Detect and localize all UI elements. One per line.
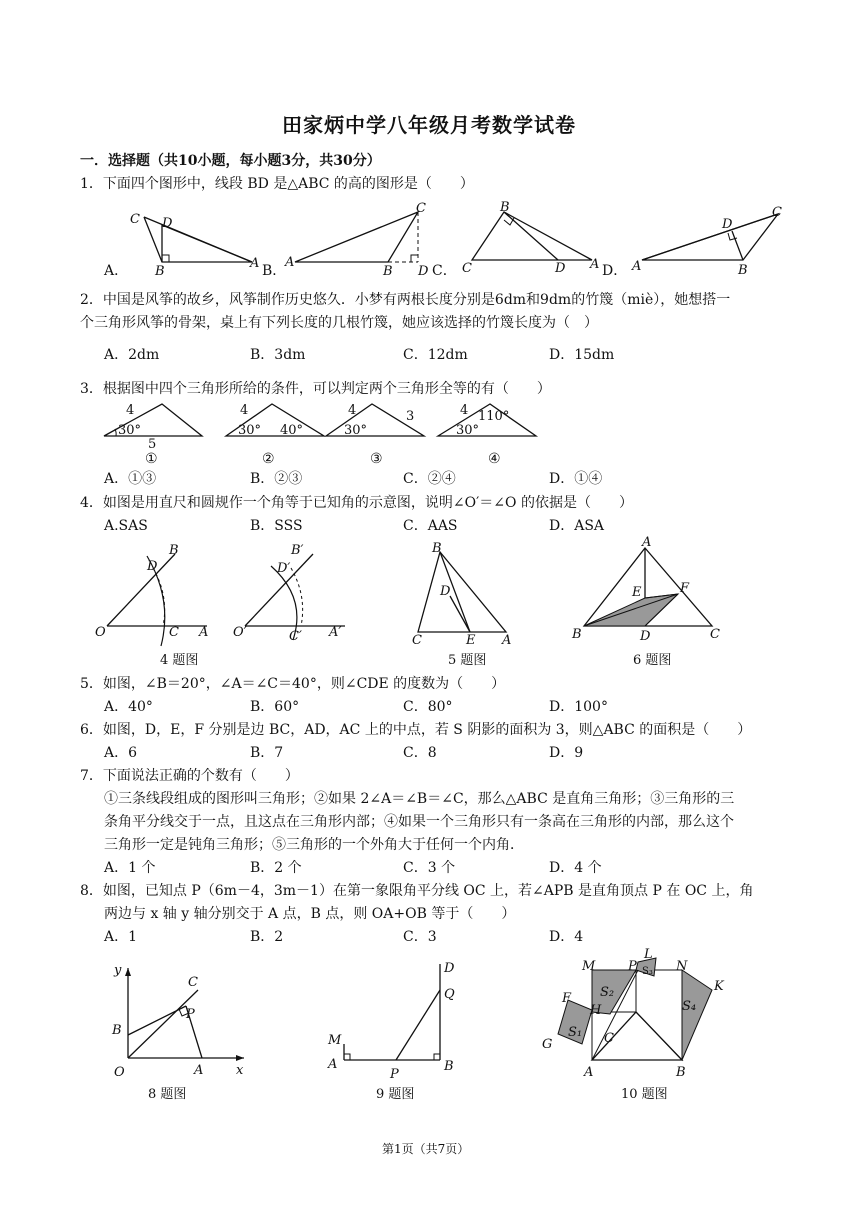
svg-text:4: 4 [460, 403, 469, 418]
svg-text:B: B [572, 627, 582, 642]
svg-text:C′: C′ [289, 629, 302, 644]
svg-text:D: D [555, 261, 566, 276]
q1-figure-c [458, 200, 603, 280]
svg-text:5: 5 [148, 437, 157, 452]
fig5-diagram [410, 540, 520, 650]
q7-line2: 条角平分线交于一点，且这点在三角形内部；④如果一个三角形只有一条高在三角形的内部，那么这个 [104, 814, 734, 830]
svg-text:E: E [466, 633, 476, 648]
q7-option-d[interactable]: D．4 个 [549, 860, 602, 876]
q8-option-a[interactable]: A．1 [104, 929, 138, 945]
q4-option-a[interactable]: A.SAS [104, 518, 148, 534]
svg-text:C: C [188, 975, 198, 990]
svg-text:B: B [383, 264, 393, 279]
q3-option-d[interactable]: D．①④ [549, 471, 603, 487]
svg-text:Q: Q [444, 987, 455, 1002]
svg-text:O: O [114, 1065, 125, 1080]
svg-text:G: G [542, 1037, 553, 1052]
svg-text:A: A [502, 633, 512, 648]
q3-fig-label-4: ④ [488, 451, 501, 467]
q4-stem: 4．如图是用直尺和圆规作一个角等于已知角的示意图，说明∠O′＝∠O 的依据是（ ） [80, 495, 633, 511]
svg-text:30°: 30° [456, 423, 480, 438]
fig9-diagram [322, 960, 462, 1080]
q8-line1: 8．如图，已知点 P（6m－4，3m－1）在第一象限角平分线 OC 上，若∠APB 是直角顶点 P 在 OC 上，角 [80, 883, 754, 899]
page-title: 田家炳中学八年级月考数学试卷 [282, 113, 576, 137]
svg-text:A′: A′ [329, 625, 342, 640]
svg-text:B′: B′ [291, 543, 304, 558]
q1-option-d[interactable]: D． [602, 263, 628, 279]
fig5-caption: 5 题图 [448, 653, 487, 668]
q4-option-c[interactable]: C．AAS [403, 518, 458, 534]
fig4-caption: 4 题图 [160, 653, 199, 668]
svg-text:A: A [328, 1057, 338, 1072]
svg-text:P: P [628, 959, 637, 974]
fig10-diagram [538, 948, 728, 1080]
q3-option-c[interactable]: C．②④ [403, 471, 456, 487]
svg-text:K: K [714, 979, 724, 994]
q8-option-b[interactable]: B．2 [250, 929, 284, 945]
svg-text:x: x [236, 1063, 244, 1078]
q5-option-b[interactable]: B．60° [250, 699, 300, 715]
svg-text:30°: 30° [344, 423, 368, 438]
svg-text:O: O [95, 625, 106, 640]
svg-text:D: D [147, 559, 158, 574]
fig10-caption: 10 题图 [621, 1087, 668, 1102]
svg-text:C: C [130, 212, 140, 227]
q5-option-d[interactable]: D．100° [549, 699, 608, 715]
q1-figure-d [630, 200, 790, 280]
q2-option-d[interactable]: D．15dm [549, 347, 615, 363]
svg-text:D: D [162, 216, 173, 231]
q3-fig-label-3: ③ [370, 451, 383, 467]
q3-stem: 3．根据图中四个三角形所给的条件，可以判定两个三角形全等的有（ ） [80, 381, 551, 397]
svg-text:B: B [169, 543, 179, 558]
q8-option-c[interactable]: C．3 [403, 929, 437, 945]
svg-text:M: M [582, 959, 596, 974]
svg-text:B: B [155, 264, 165, 279]
svg-text:A: A [632, 259, 642, 274]
svg-text:4: 4 [126, 403, 135, 418]
fig6-caption: 6 题图 [633, 653, 672, 668]
svg-text:D: D [640, 629, 651, 644]
q6-option-c[interactable]: C．8 [403, 745, 437, 761]
svg-text:4: 4 [240, 403, 249, 418]
q7-option-b[interactable]: B．2 个 [250, 860, 302, 876]
svg-text:A: A [199, 625, 209, 640]
svg-text:40°: 40° [280, 423, 304, 438]
svg-text:P: P [390, 1067, 399, 1082]
svg-text:D: D [418, 264, 429, 279]
svg-text:C: C [412, 633, 422, 648]
svg-text:C: C [416, 201, 426, 216]
q2-line2: 个三角形风筝的骨架，桌上有下列长度的几根竹篾，她应该选择的竹篾长度为（ ） [80, 315, 598, 331]
q7-line1: ①三条线段组成的图形叫三角形；②如果 2∠A＝∠B＝∠C，那么△ABC 是直角三角形；③三角形的三 [104, 791, 735, 807]
q1-option-c[interactable]: C． [432, 263, 457, 279]
svg-text:A: A [194, 1063, 204, 1078]
svg-text:4: 4 [348, 403, 357, 418]
q3-figures [100, 400, 540, 450]
svg-text:C: C [604, 1031, 614, 1046]
svg-text:S₄: S₄ [682, 999, 697, 1014]
svg-text:H: H [590, 1003, 602, 1018]
svg-text:D: D [440, 584, 451, 599]
svg-text:O′: O′ [233, 625, 247, 640]
q7-line3: 三角形一定是钝角三角形；⑤三角形的一个外角大于任何一个内角． [104, 837, 524, 853]
q5-option-a[interactable]: A．40° [104, 699, 153, 715]
q4-option-b[interactable]: B．SSS [250, 518, 303, 534]
svg-text:B: B [432, 541, 442, 556]
q6-option-d[interactable]: D．9 [549, 745, 584, 761]
q7-option-c[interactable]: C．3 个 [403, 860, 456, 876]
svg-text:C: C [772, 205, 782, 220]
svg-text:30°: 30° [118, 423, 142, 438]
q8-line2: 两边与 x 轴 y 轴分别交于 A 点，B 点，则 OA+OB 等于（ ） [104, 906, 516, 922]
fig4-diagram [95, 540, 355, 650]
svg-text:C: C [169, 625, 179, 640]
q1-stem: 1．下面四个图形中，线段 BD 是△ABC 的高的图形是（ ） [80, 176, 474, 192]
svg-text:F: F [680, 581, 690, 596]
svg-text:D: D [444, 961, 455, 976]
q6-option-b[interactable]: B．7 [250, 745, 284, 761]
q2-line1: 2．中国是风筝的故乡，风筝制作历史悠久．小梦有两根长度分别是6dm和9dm的竹篾（miè），她想搭一 [80, 292, 731, 308]
q3-fig-label-1: ① [145, 451, 158, 467]
svg-text:L: L [644, 947, 653, 962]
svg-text:B: B [444, 1059, 454, 1074]
svg-text:D′: D′ [277, 561, 291, 576]
svg-text:B: B [676, 1065, 686, 1080]
q1-figure-b [285, 200, 445, 280]
svg-text:S₂: S₂ [600, 985, 615, 1000]
fig9-caption: 9 题图 [376, 1087, 415, 1102]
svg-text:F: F [562, 991, 572, 1006]
svg-text:C: C [462, 261, 472, 276]
svg-text:3: 3 [406, 409, 415, 424]
q6-option-a[interactable]: A．6 [104, 745, 138, 761]
svg-text:A: A [584, 1065, 594, 1080]
svg-text:B: B [500, 200, 510, 215]
svg-text:P: P [186, 1007, 195, 1022]
q7-option-a[interactable]: A．1 个 [104, 860, 156, 876]
svg-text:110°: 110° [478, 409, 510, 424]
svg-text:D: D [722, 217, 733, 232]
svg-text:A: A [285, 255, 295, 270]
svg-text:y: y [114, 963, 122, 978]
svg-text:S₃: S₃ [642, 966, 653, 977]
q1-option-a[interactable]: A． [104, 263, 129, 279]
section-heading: 一．选择题（共10小题，每小题3分，共30分） [80, 153, 381, 169]
q2-option-c[interactable]: C．12dm [403, 347, 468, 363]
svg-text:C: C [710, 627, 720, 642]
page-footer: 第1页（共7页） [382, 1142, 470, 1156]
svg-text:A: A [642, 535, 652, 550]
q5-option-c[interactable]: C．80° [403, 699, 453, 715]
fig6-diagram [570, 535, 730, 648]
q6-stem: 6．如图，D，E，F 分别是边 BC，AD，AC 上的中点，若 S 阴影的面积为 3，则△ABC 的面积是（ ） [80, 722, 752, 738]
q3-option-b[interactable]: B．②③ [250, 471, 303, 487]
q8-option-d[interactable]: D．4 [549, 929, 584, 945]
svg-text:M: M [328, 1033, 342, 1048]
q2-option-b[interactable]: B．3dm [250, 347, 306, 363]
q3-option-a[interactable]: A．①③ [104, 471, 157, 487]
q5-stem: 5．如图，∠B＝20°，∠A＝∠C＝40°，则∠CDE 的度数为（ ） [80, 676, 506, 692]
svg-text:A: A [590, 257, 600, 272]
q3-fig-label-2: ② [262, 451, 275, 467]
q1-option-b[interactable]: B． [262, 263, 287, 279]
svg-text:E: E [632, 585, 642, 600]
fig8-caption: 8 题图 [148, 1087, 187, 1102]
svg-text:S₁: S₁ [568, 1025, 583, 1040]
q4-option-d[interactable]: D．ASA [549, 518, 605, 534]
q7-stem: 7．下面说法正确的个数有（ ） [80, 768, 299, 784]
svg-text:30°: 30° [238, 423, 262, 438]
svg-text:B: B [738, 263, 748, 278]
fig8-diagram [108, 960, 258, 1080]
svg-text:B: B [112, 1023, 122, 1038]
svg-text:A: A [250, 256, 260, 271]
q2-option-a[interactable]: A．2dm [104, 347, 160, 363]
svg-text:N: N [676, 959, 688, 974]
